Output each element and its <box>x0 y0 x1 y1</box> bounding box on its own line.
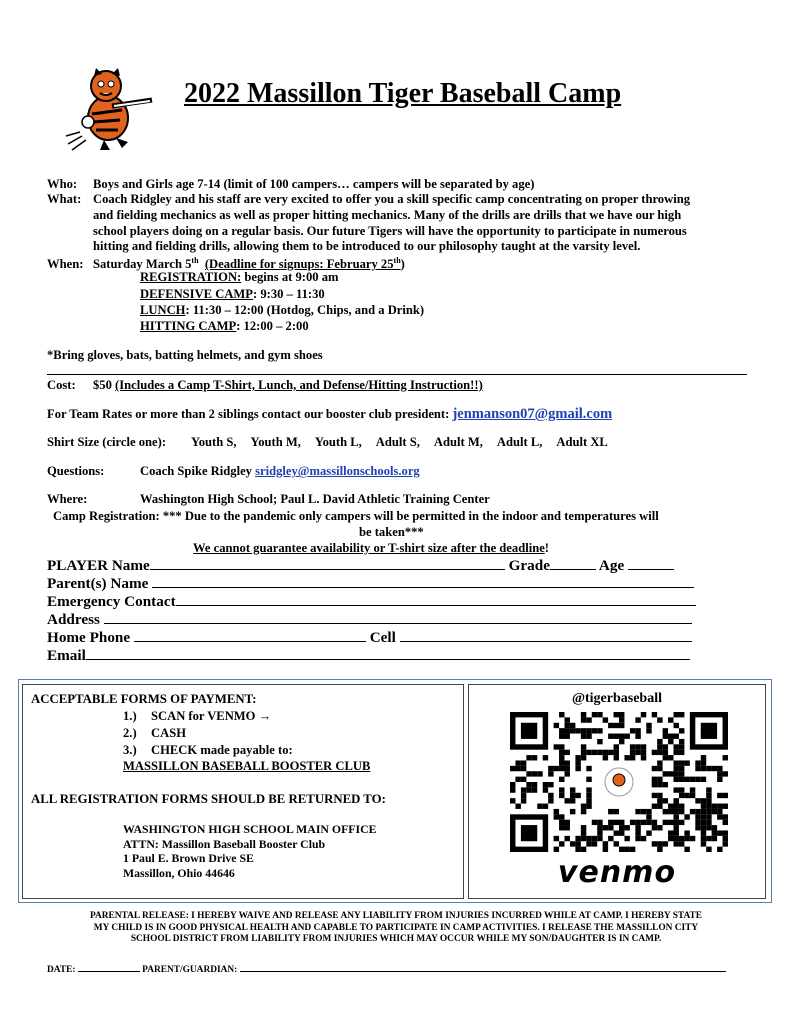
schedule-time: : 11:30 – 12:00 (Hotdog, Chips, and a Drink) <box>185 303 425 317</box>
venmo-handle: @tigerbaseball <box>571 691 662 706</box>
what-line: Coach Ridgley and his staff are very excited to offer you a skill specific camp concentrating on proper throwing <box>93 192 690 206</box>
payment-option <box>123 742 293 758</box>
payment-heading: ACCEPTABLE FORMS OF PAYMENT: <box>31 692 257 706</box>
when-date: Saturday March 5 <box>93 257 192 272</box>
page-title: 2022 Massillon Tiger Baseball Camp <box>184 78 622 109</box>
payment-option-num: 1.) <box>123 709 137 723</box>
email-row <box>47 646 690 665</box>
schedule-item <box>140 269 339 285</box>
deadline-main: (Deadline for signups: February 25 <box>204 257 394 272</box>
signature-row <box>47 962 726 975</box>
parent-name-label: Parent(s) Name <box>47 575 149 592</box>
address-label: Address <box>47 611 100 628</box>
payment-option-text: CHECK made payable to: <box>151 743 293 757</box>
player-name-field[interactable] <box>150 556 505 570</box>
shirt-size-option[interactable]: Youth S, <box>191 435 237 449</box>
qr-code-icon[interactable] <box>510 712 728 852</box>
return-address-line: ATTN: Massillon Baseball Booster Club <box>123 836 326 851</box>
schedule-time: : 9:30 – 11:30 <box>253 287 325 301</box>
questions-row <box>47 463 420 479</box>
cost-amount: $50 <box>93 378 112 392</box>
payment-payee: MASSILLON BASEBALL BOOSTER CLUB <box>123 759 371 773</box>
cost-includes: (Includes a Camp T-Shirt, Lunch, and Defense/Hitting Instruction!!) <box>115 378 483 392</box>
home-phone-field[interactable] <box>134 628 366 642</box>
return-heading: ALL REGISTRATION FORMS SHOULD BE RETURNED TO: <box>31 792 386 806</box>
when-date-sup: th <box>191 256 199 265</box>
parent-name-field[interactable] <box>152 574 694 588</box>
schedule-name: REGISTRATION: <box>140 270 242 284</box>
player-name-row <box>47 556 674 575</box>
where-text: Washington High School; Paul L. David Athletic Training Center <box>140 492 490 506</box>
tiger-mascot-logo-icon <box>60 62 158 154</box>
shirt-size-option[interactable]: Adult S, <box>375 435 420 449</box>
questions-text: Coach Spike Ridgley <box>140 464 252 478</box>
release-line: PARENTAL RELEASE: I HEREBY WAIVE AND RELEASE ANY LIABILITY FROM INJURIES INCURRED WHILE AT CAMP. I HEREBY STATE <box>89 911 703 921</box>
player-name-label: PLAYER Name <box>47 557 150 574</box>
payment-box <box>22 684 464 899</box>
schedule-item <box>140 318 309 334</box>
availability-text: We cannot guarantee availability or T-shirt size after the deadline <box>193 541 545 555</box>
schedule-name: LUNCH <box>140 303 186 317</box>
where-row <box>47 491 490 507</box>
email-label: Email <box>47 647 86 664</box>
return-address-line: 1 Paul E. Brown Drive SE <box>123 851 254 866</box>
venmo-box <box>468 684 766 899</box>
team-rates-row <box>47 406 612 422</box>
where-label: Where: <box>47 492 88 506</box>
emergency-contact-field[interactable] <box>176 592 696 606</box>
return-address-line: WASHINGTON HIGH SCHOOL MAIN OFFICE <box>123 822 377 836</box>
payment-option-num: 3.) <box>123 743 137 757</box>
shirt-size-option[interactable]: Youth L, <box>314 435 362 449</box>
payment-option <box>123 708 271 724</box>
cost-row <box>47 377 483 393</box>
who-text: Boys and Girls age 7-14 (limit of 100 campers… campers will be separated by age) <box>93 177 535 191</box>
emergency-contact-label: Emergency Contact <box>47 593 176 610</box>
what-line: and fielding mechanics as well as proper hitting mechanics. Many of the drills are drills that we have our high <box>93 208 682 222</box>
when-label: When: <box>47 257 84 272</box>
return-address <box>123 822 376 881</box>
date-field[interactable] <box>78 962 140 972</box>
coach-email-link[interactable]: sridgley@massillonschools.org <box>255 464 420 478</box>
deadline-sup: th <box>393 256 401 265</box>
address-row <box>47 610 692 629</box>
camp-registration-note: Camp Registration: *** Due to the pandemic only campers will be permitted in the indoor and temperatures will <box>53 509 659 523</box>
booster-president-email-link[interactable]: jenmanson07@gmail.com <box>452 406 613 422</box>
parent-guardian-signature-field[interactable] <box>240 962 726 972</box>
shirt-size-option[interactable]: Adult M, <box>433 435 483 449</box>
camp-registration-note-cont: be taken*** <box>359 525 424 539</box>
who-label: Who: <box>47 177 78 191</box>
schedule-name: HITTING CAMP <box>140 319 237 333</box>
emergency-contact-row <box>47 592 696 611</box>
questions-label: Questions: <box>47 464 105 478</box>
payment-option-num: 2.) <box>123 726 137 740</box>
cell-field[interactable] <box>400 628 692 642</box>
shirt-size-option[interactable]: Adult L, <box>496 435 543 449</box>
schedule-item <box>140 286 325 302</box>
date-label: DATE: <box>47 965 76 975</box>
schedule-name: DEFENSIVE CAMP <box>140 287 253 301</box>
home-phone-label: Home Phone <box>47 629 131 646</box>
parent-name-row <box>47 574 694 593</box>
phone-row <box>47 628 692 647</box>
schedule-time: begins at 9:00 am <box>241 270 339 284</box>
release-line: SCHOOL DISTRICT FROM LIABILITY FROM INJURIES WHICH MAY OCCUR WHILE MY SON/DAUGHTER IS IN CAMP. <box>130 934 662 945</box>
cost-label: Cost: <box>47 378 76 392</box>
grade-field[interactable] <box>550 556 596 570</box>
schedule-time: : 12:00 – 2:00 <box>236 319 309 333</box>
cell-label: Cell <box>369 629 396 646</box>
grade-label: Grade <box>508 557 550 574</box>
team-rates-text: For Team Rates or more than 2 siblings contact our booster club president: <box>47 407 450 421</box>
shirt-size-label: Shirt Size (circle one): <box>47 435 167 449</box>
venmo-logo-icon: venmo <box>557 855 677 890</box>
parent-guardian-label: PARENT/GUARDIAN: <box>142 965 238 975</box>
bring-note: *Bring gloves, bats, batting helmets, and gym shoes <box>47 348 323 362</box>
availability-warning <box>193 540 549 556</box>
payment-option-text: SCAN for VENMO → <box>151 709 272 723</box>
what-row <box>47 191 690 207</box>
payment-option-text: CASH <box>151 726 186 740</box>
shirt-size-row <box>47 434 608 450</box>
schedule-item <box>140 302 424 318</box>
what-line: hitting and fielding drills, allowing them to be introduced to our philosophy taught at the varsity level. <box>93 239 641 253</box>
payment-option <box>123 725 186 741</box>
return-address-line: Massillon, Ohio 44646 <box>123 866 235 881</box>
deadline-end: ) <box>400 257 405 272</box>
parental-release <box>40 911 752 946</box>
email-field[interactable] <box>86 646 690 660</box>
address-field[interactable] <box>104 610 692 624</box>
availability-end: ! <box>544 541 549 555</box>
shirt-size-option[interactable]: Adult XL <box>556 435 608 449</box>
what-line: school players doing on a regular basis. Our future Tigers will have the opportunity to participate in numerous <box>93 224 687 238</box>
divider <box>47 374 747 375</box>
who-row <box>47 176 534 192</box>
release-line: MY CHILD IS IN GOOD PHYSICAL HEALTH AND CAPABLE TO PARTICIPATE IN CAMP ACTIVITIES. I RELEASE THE MASSILLON CITY <box>93 922 699 933</box>
what-label: What: <box>47 192 82 206</box>
age-field[interactable] <box>628 556 674 570</box>
age-label: Age <box>598 557 625 574</box>
shirt-size-option[interactable]: Youth M, <box>250 435 301 449</box>
